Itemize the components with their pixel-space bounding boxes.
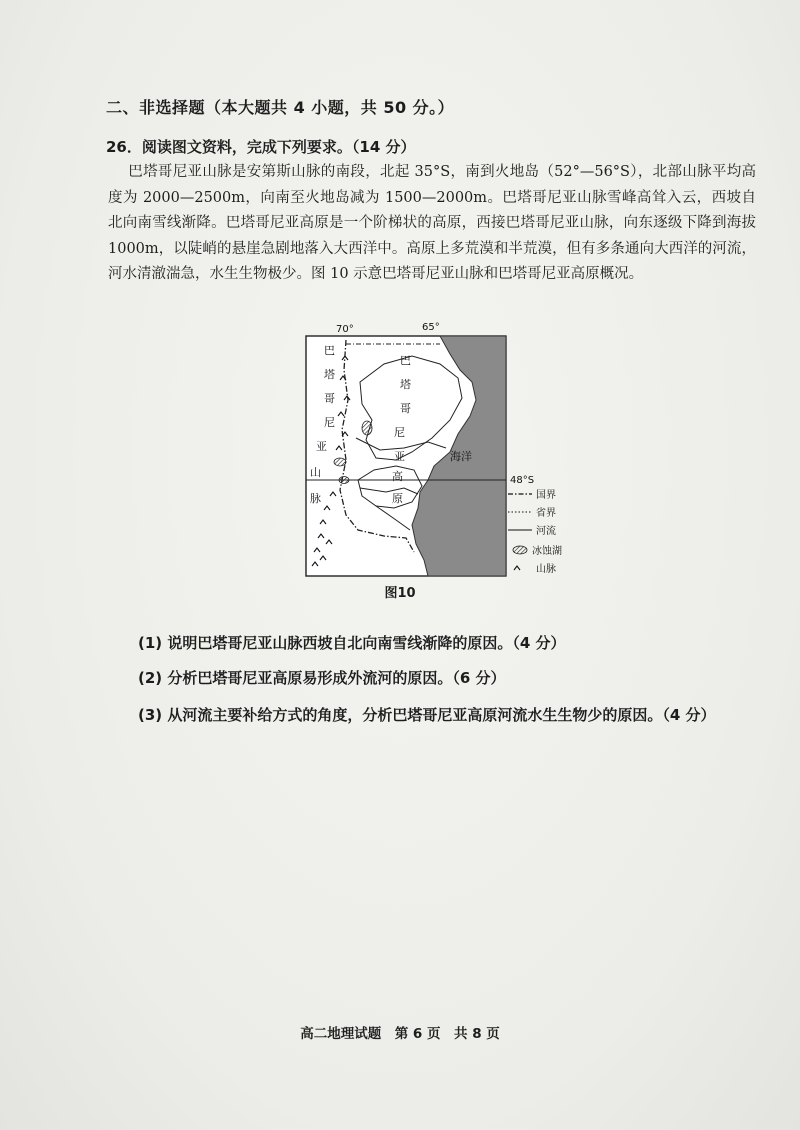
plateau-char: 原	[392, 492, 403, 505]
page-footer: 高二地理试题 第 6 页 共 8 页	[300, 1026, 500, 1042]
legend-mountain: 山脉	[536, 564, 556, 575]
legend-glacial-lake: 冰蚀湖	[532, 546, 562, 557]
glacial-lake-2	[334, 458, 346, 466]
ocean-label: 海洋	[450, 450, 472, 463]
glacial-lake-1	[362, 421, 372, 435]
mountain-char: 山	[310, 466, 321, 479]
plateau-char: 哥	[400, 402, 411, 415]
lon-65-label: 65°	[422, 322, 440, 333]
plateau-char: 尼	[394, 426, 405, 439]
mountain-char: 尼	[324, 416, 335, 429]
subquestion-2: (2) 分析巴塔哥尼亚高原易形成外流河的原因。（6 分）	[138, 669, 506, 687]
plateau-char: 亚	[394, 450, 405, 463]
map-legend	[508, 489, 562, 575]
patagonia-map	[300, 320, 580, 582]
section-title: 二、非选择题（本大题共 4 小题，共 50 分。）	[106, 98, 455, 117]
glacial-lake-3	[339, 477, 349, 484]
map-svg	[300, 320, 580, 582]
legend-river: 河流	[536, 526, 556, 537]
subquestion-3: (3) 从河流主要补给方式的角度，分析巴塔哥尼亚高原河流水生生物少的原因。（4 分）	[138, 706, 716, 724]
plateau-char: 巴	[400, 354, 411, 367]
paragraph-text: 巴塔哥尼亚山脉是安第斯山脉的南段，北起 35°S，南到火地岛（52°—56°S），北部山脉平均高度为 2000—2500m，向南至火地岛减为 1500—2000m。巴塔哥尼亚山脉雪峰高耸入云，西坡自北向南雪线渐降。巴塔哥尼亚高原是一个阶梯状的高原，西接巴塔哥尼亚山脉，向东逐级下降到海拔 1000m，以陡峭的悬崖急剧地落入大西洋中。高原上多荒漠和半荒漠，但有多条通向大西洋的河流，河水清澈湍急，水生生物极少。图 10 示意巴塔哥尼亚山脉和巴塔哥尼亚高原概况。	[108, 164, 756, 282]
mountain-char: 哥	[324, 392, 335, 405]
mountain-char: 巴	[324, 344, 335, 357]
plateau-char: 塔	[400, 378, 411, 391]
mountain-char: 脉	[310, 492, 321, 505]
subquestion-1: (1) 说明巴塔哥尼亚山脉西坡自北向南雪线渐降的原因。（4 分）	[138, 634, 566, 652]
legend-province-border: 省界	[536, 508, 556, 519]
plateau-char: 高	[392, 470, 403, 483]
figure-caption: 图10	[384, 586, 416, 601]
legend-country-border: 国界	[536, 490, 556, 501]
lat-label: 48°S	[510, 475, 535, 486]
question-title: 26．阅读图文资料，完成下列要求。（14 分）	[106, 138, 416, 156]
lon-70-label: 70°	[336, 324, 354, 335]
mountain-char: 塔	[324, 368, 335, 381]
question-paragraph	[108, 160, 756, 288]
mountain-char: 亚	[316, 440, 327, 453]
